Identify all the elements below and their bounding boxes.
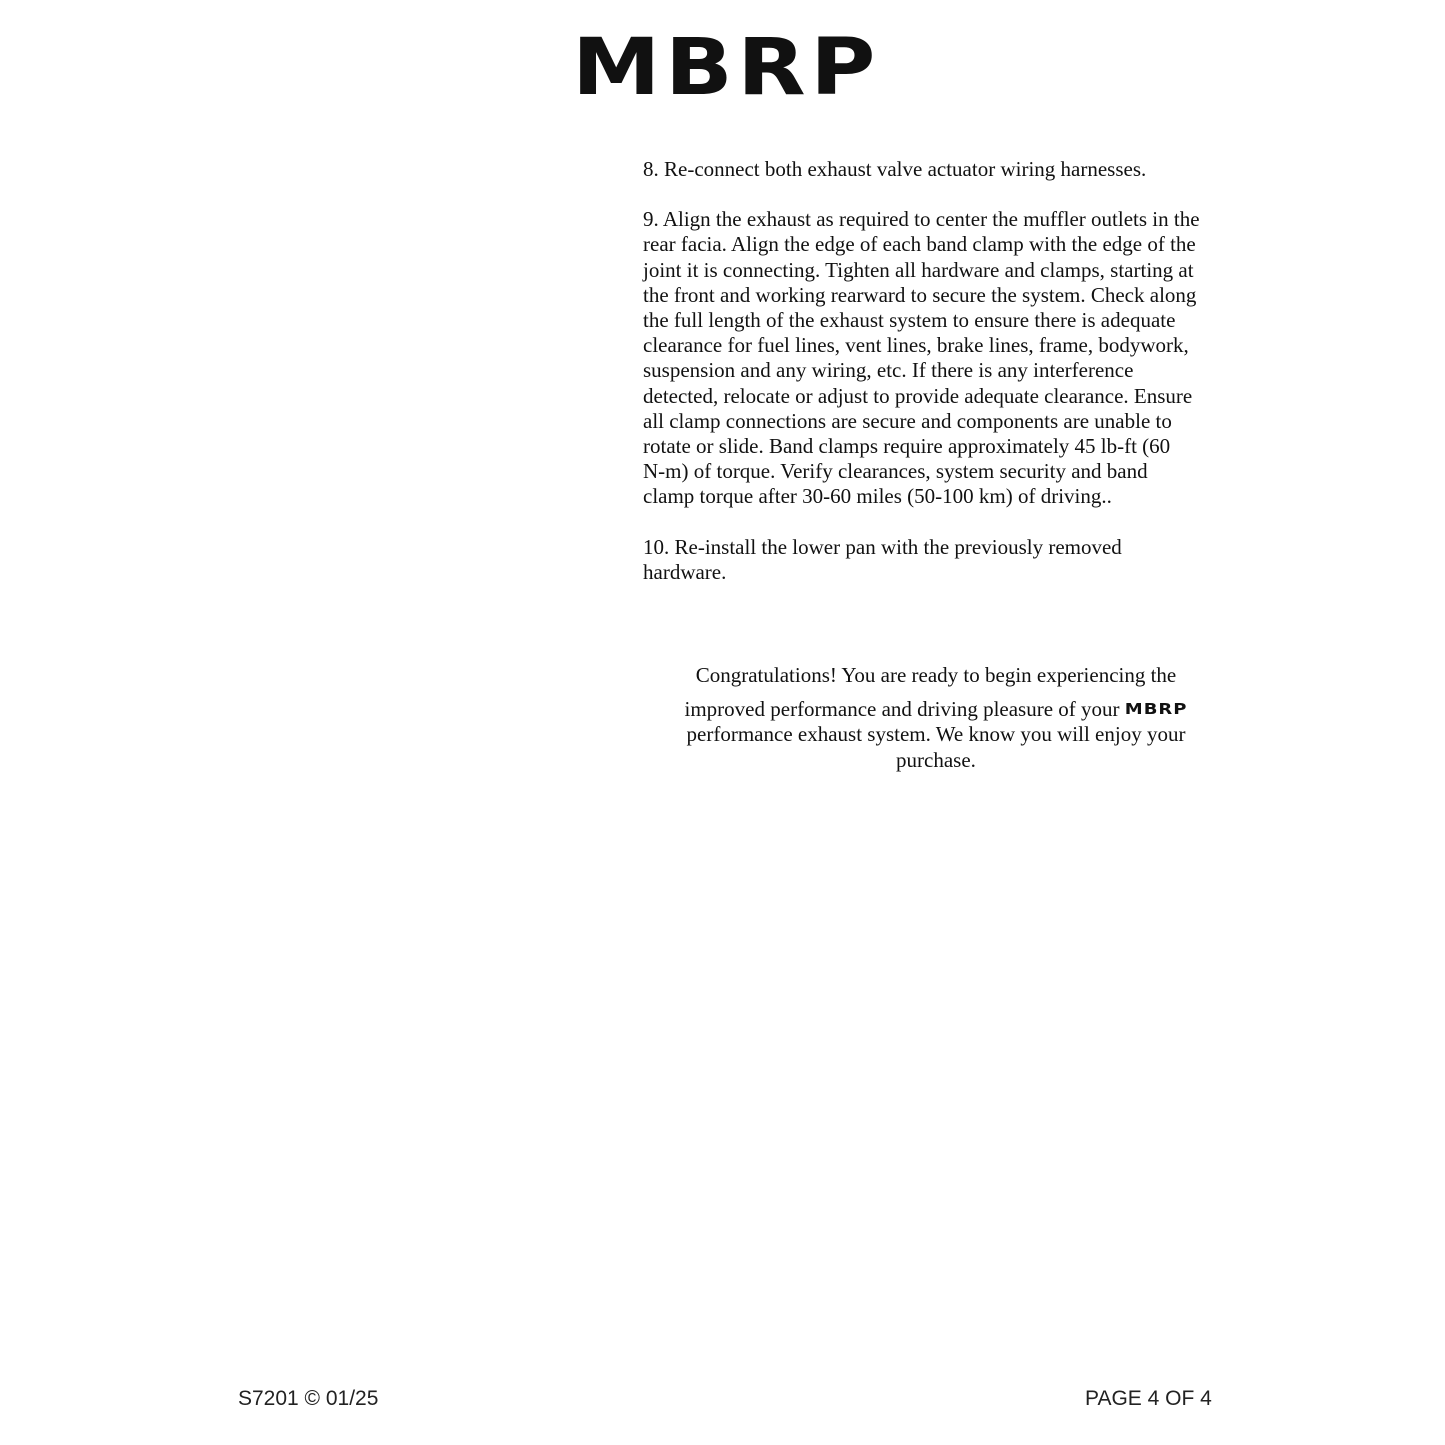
mbrp-logo-graphic (572, 36, 882, 96)
congrats-line-3: performance exhaust system. We know you will enjoy your (686, 722, 1186, 747)
footer-doc-code: S7201 © 01/25 (238, 1387, 379, 1410)
inline-mbrp-logo: MBRP (1124, 700, 1188, 719)
step-10: 10. Re-install the lower pan with the previously removed hardware. (643, 534, 1122, 584)
congrats-line-2 (636, 697, 1236, 723)
congrats-line-4: purchase. (896, 747, 976, 772)
logo-text: MBRP (572, 36, 880, 96)
instructions (643, 157, 1243, 610)
step-9: 9. Align the exhaust as required to center the muffler outlets in the rear facia. Align the edge of each band clamp with the edge of the joint it is connecting. Tighten all hardware and clamps, starting at the front and working rearward to secure the system. Check along the full length of the exhaust system to ensure there is adequate clearance for fuel lines, vent lines, brake lines, frame, bodywork, suspension and any wiring, etc. If there is any interference detected, relocate or adjust to provide adequate clearance. Ensure all clamp connections are secure and components are unable to rotate or slide. Band clamps require approximately 45 lb-ft (60 N-m) of torque. Verify clearances, system security and band clamp torque after 30-60 miles (50-100 km) of driving.. (643, 207, 1200, 509)
step-8: 8. Re-connect both exhaust valve actuator wiring harnesses. (643, 157, 1147, 181)
congratulations-message (636, 663, 1236, 773)
congrats-line-1: Congratulations! You are ready to begin experiencing the (695, 663, 1177, 687)
mbrp-logo (572, 36, 882, 96)
congrats-line-2-text: improved performance and driving pleasure of your (684, 696, 1120, 721)
footer-page-number: PAGE 4 OF 4 (1085, 1387, 1212, 1410)
